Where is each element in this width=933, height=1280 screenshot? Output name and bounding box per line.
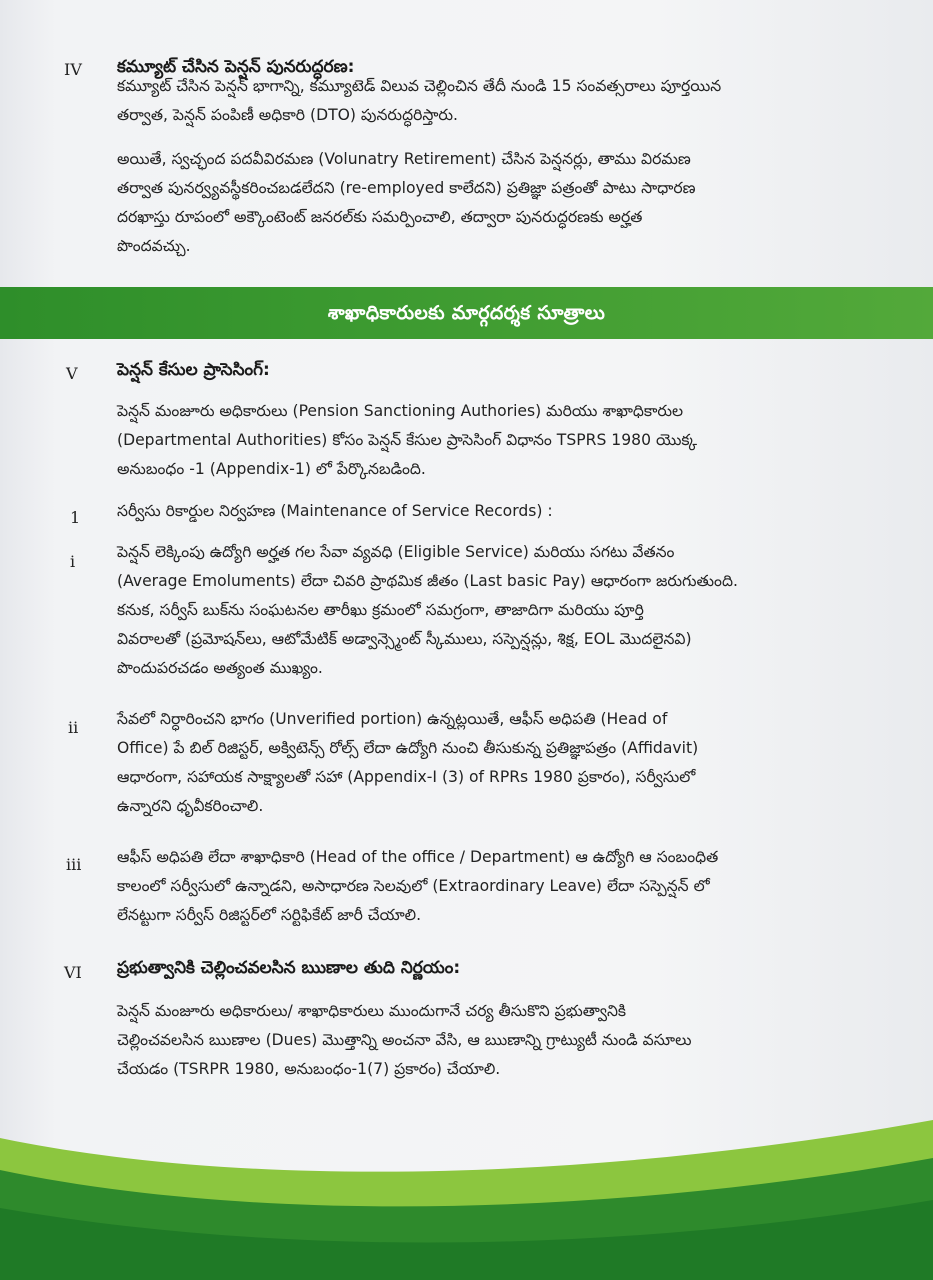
section-v-numeral: V — [66, 364, 78, 383]
section-vi-paragraph: పెన్షన్ మంజూరు అధికారులు/ శాఖాధికారులు ముందుగానే చర్య తీసుకొని ప్రభుత్వానికి చెల్లించవలసిన ఋణాల (Dues) మొత్తాన్ని అంచనా వేసి, ఆ ఋణాన్ని గ్రాట్యుటీ నుండి వసూలు చేయడం (TSRPR 1980, అనుబంధం-1(7) ప్రకారం) చేయాలి. — [117, 1002, 692, 1078]
item-ii-text: సేవలో నిర్ధారించని భాగం (Unverified portion) ఉన్నట్లయితే, ఆఫీస్ అధిపతి (Head of Office) పే బిల్ రిజిస్టర్, అక్విటెన్స్ రోల్స్ లేదా ఉద్యోగి నుంచి తీసుకున్న ప్రతిజ్ఞాపత్రం (Affidavit) ఆధారంగా, సహాయక సాక్ష్యాలతో సహా (Appendix-I (3) of RPRs 1980 ప్రకారం), సర్వీసులో ఉన్నారని ధృవీకరించాలి. — [117, 710, 699, 815]
section-iv-numeral: IV — [64, 60, 82, 79]
section-v-title: పెన్షన్ కేసుల ప్రాసెసింగ్: — [117, 360, 270, 380]
section-banner — [0, 287, 933, 339]
item-i-text: పెన్షన్ లెక్కింపు ఉద్యోగి అర్హత గల సేవా వ్యవధి (Eligible Service) మరియు సగటు వేతనం (Average Emoluments) లేదా చివరి ప్రాథమిక జీతం (Last basic Pay) ఆధారంగా జరుగుతుంది. కనుక, సర్వీస్ బుక్‌ను సంఘటనల తారీఖు క్రమంలో సమగ్రంగా, తాజాదిగా మరియు పూర్తి వివరాలతో (ప్రమోషన్‌లు, ఆటోమేటిక్ అడ్వాన్స్మెంట్ స్కీములు, సస్పెన్షన్లు, శిక్ష, EOL మొదలైనవి) పొందుపరచడం అత్యంత ముఖ్యం. — [117, 543, 738, 677]
section-iv-paragraph-1: కమ్యూట్ చేసిన పెన్షన్ భాగాన్ని, కమ్యూటెడ్ విలువ చెల్లించిన తేదీ నుండి 15 సంవత్సరాలు పూర్తయిన తర్వాత, పెన్షన్ పంపిణీ అధికారి (DTO) పునరుద్ధరిస్తారు. — [117, 77, 722, 124]
item-i-numeral: i — [70, 552, 76, 571]
item-1-numeral: 1 — [70, 508, 81, 527]
section-iv-title: కమ్యూట్ చేసిన పెన్షన్ పునరుద్ధరణ: — [117, 57, 355, 77]
item-iii-text: ఆఫీస్ అధిపతి లేదా శాఖాధికారి (Head of the office / Department) ఆ ఉద్యోగి ఆ సంబంధిత కాలంలో సర్వీసులో ఉన్నాడని, అసాధారణ సెలవులో (Extraordinary Leave) లేదా సస్పెన్షన్ లో లేనట్టుగా సర్వీస్ రిజిస్టర్‌లో సర్టిఫికేట్ జారీ చేయాలి. — [117, 848, 719, 924]
section-v-paragraph: పెన్షన్ మంజూరు అధికారులు (Pension Sanctioning Authories) మరియు శాఖాధికారుల (Departmental Authorities) కోసం పెన్షన్ కేసుల ప్రాసెసింగ్ విధానం TSPRS 1980 యొక్క అనుబంధం -1 (Appendix-1) లో పేర్కొనబడింది. — [117, 402, 698, 478]
section-iv-paragraph-2: అయితే, స్వచ్ఛంద పదవీవిరమణ (Volunatry Retirement) చేసిన పెన్షనర్లు, తాము విరమణ తర్వాత పునర్వ్యవస్థీకరించబడలేదని (re-employed కాలేదని) ప్రతిజ్ఞా పత్రంతో పాటు సాధారణ దరఖాస్తు రూపంలో అక్కౌంటెంట్ జనరల్‌కు సమర్పించాలి, తద్వారా పునరుద్ధరణకు అర్హత పొందవచ్చు. — [117, 150, 696, 255]
section-vi-numeral: VI — [64, 963, 82, 982]
bottom-wave-decoration — [0, 1120, 933, 1280]
item-1-title: సర్వీసు రికార్డుల నిర్వహణ (Maintenance of Service Records) : — [117, 502, 553, 520]
item-iii-numeral: iii — [66, 855, 82, 874]
banner-title: శాఖాధికారులకు మార్గదర్శక సూత్రాలు — [327, 302, 606, 324]
item-ii-numeral: ii — [68, 718, 79, 737]
section-vi-title: ప్రభుత్వానికి చెల్లించవలసిన ఋణాల తుది నిర్ణయం: — [117, 958, 461, 978]
